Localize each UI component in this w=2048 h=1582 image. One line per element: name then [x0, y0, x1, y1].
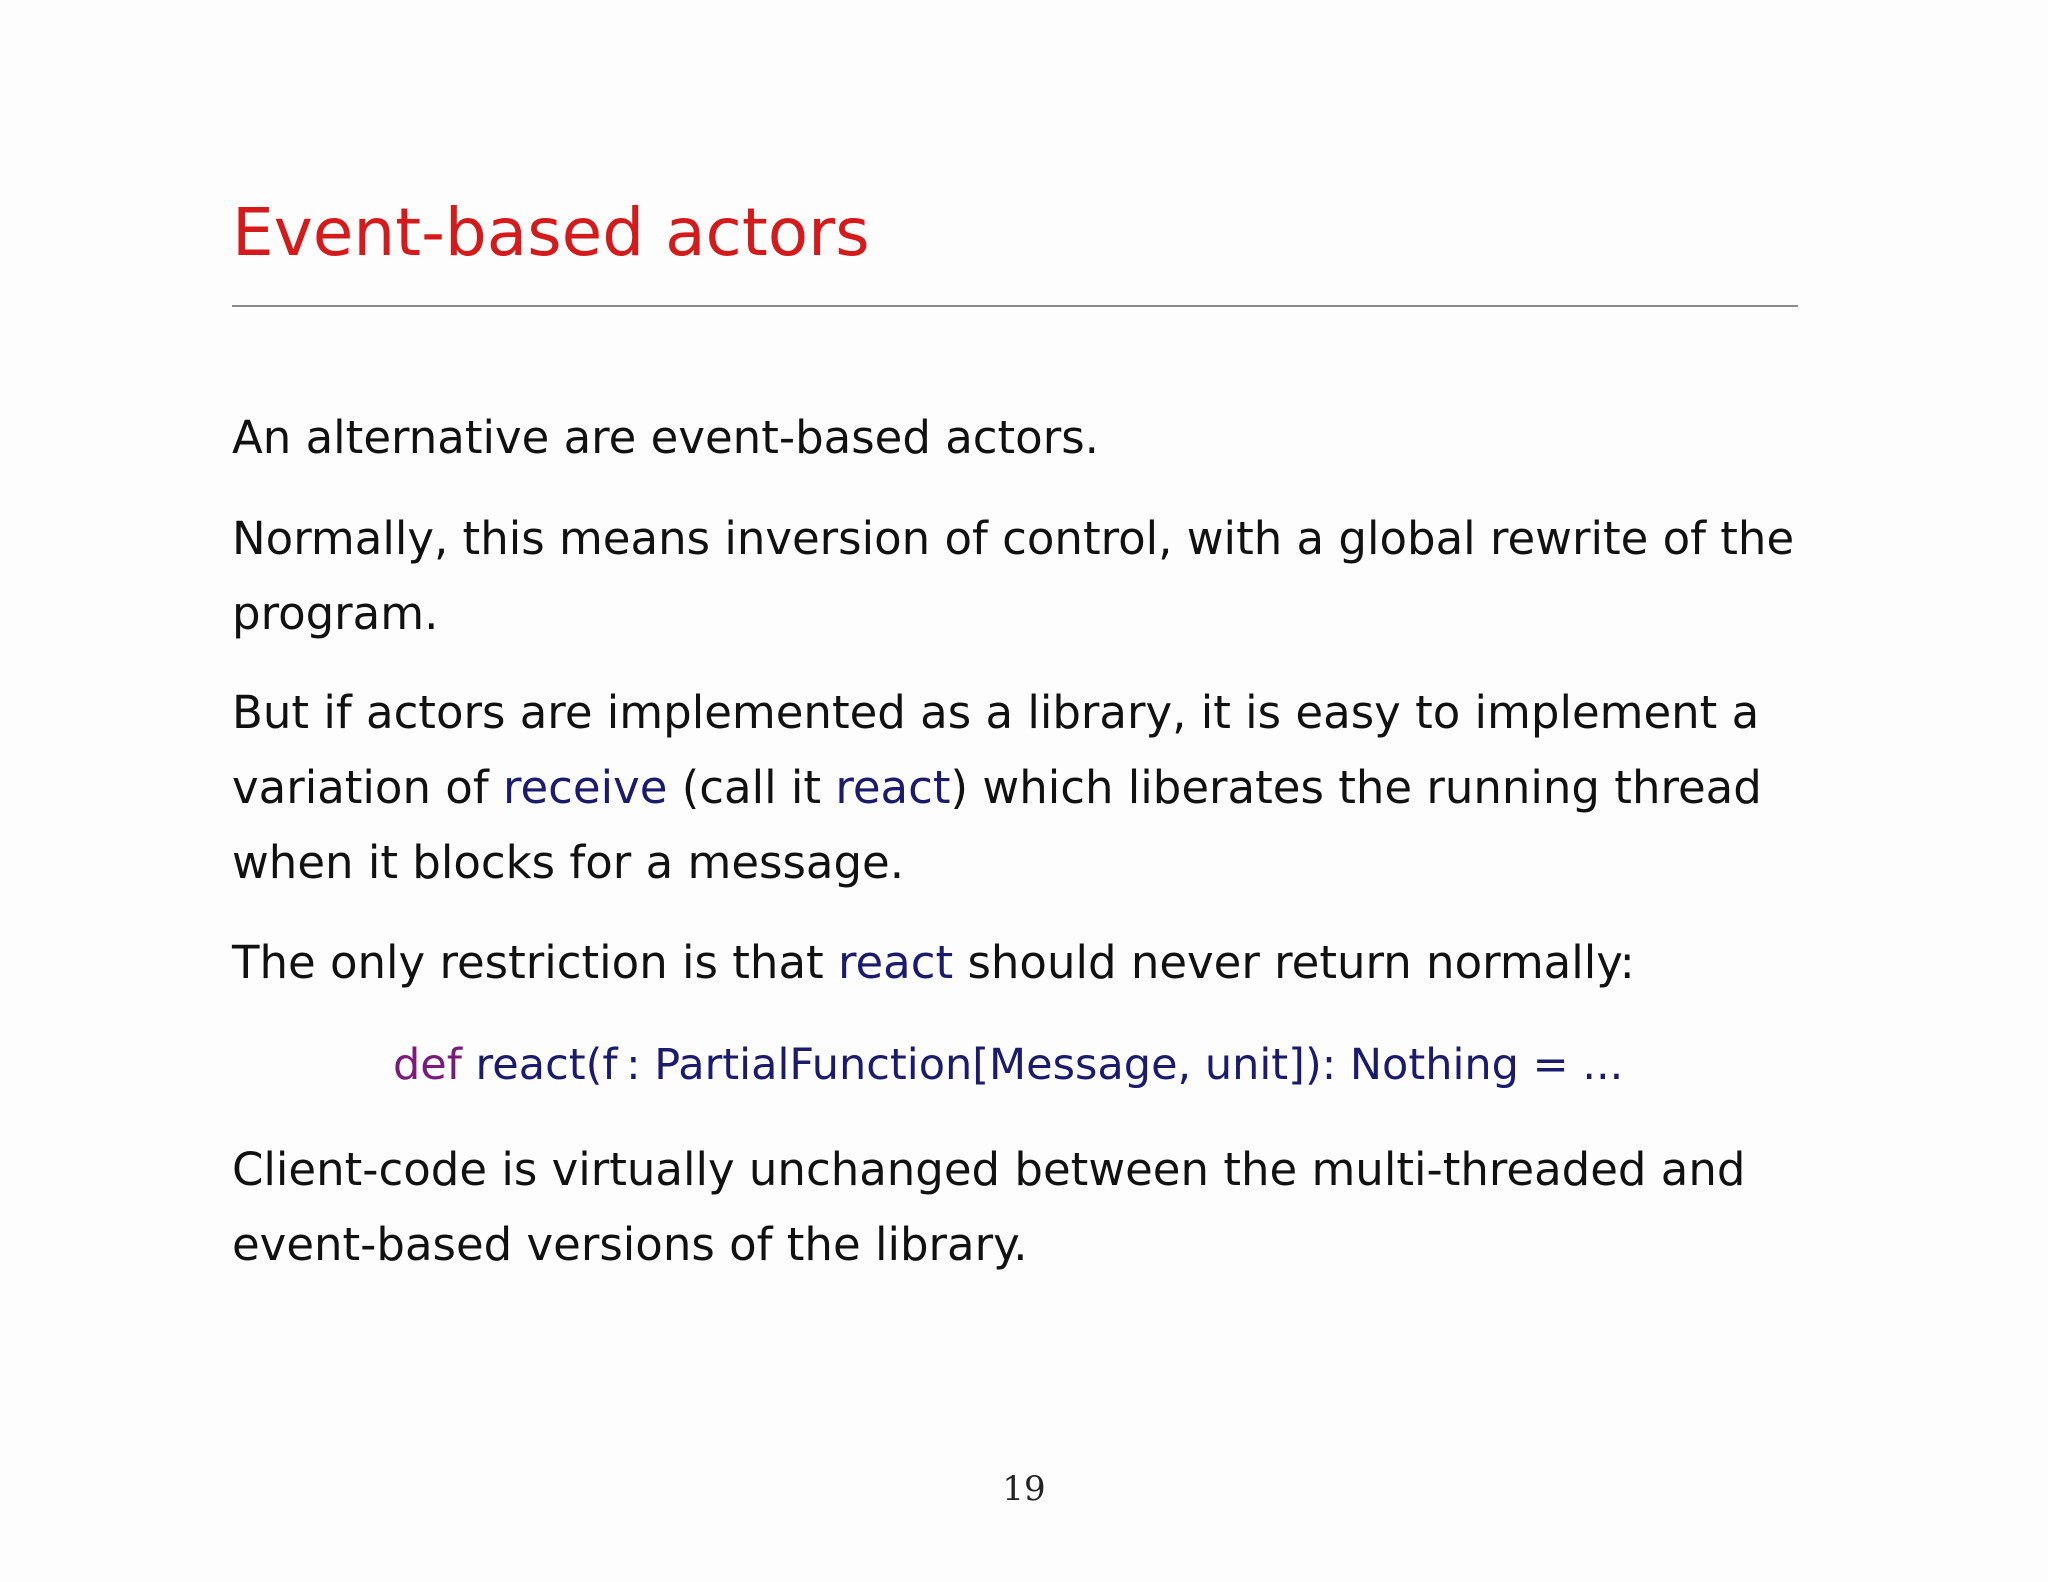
code-signature-text: react(f : PartialFunction[Message, unit]): Nothing = ...	[461, 1040, 1624, 1090]
paragraph-client-code-line-1: Client-code is virtually unchanged between the multi-threaded and	[232, 1143, 1746, 1196]
text-segment: should never return normally:	[953, 936, 1635, 989]
title-divider	[232, 305, 1798, 307]
paragraph-inversion-line-1: Normally, this means inversion of control, with a global rewrite of the	[232, 512, 1795, 565]
code-signature	[393, 1030, 1623, 1100]
paragraph-inversion-line-2: program.	[232, 587, 439, 640]
text-segment: The only restriction is that	[232, 936, 838, 989]
paragraph-library-line-2	[232, 750, 1812, 825]
paragraph-library-line-3: when it blocks for a message.	[232, 836, 905, 889]
code-keyword-def: def	[393, 1040, 462, 1090]
keyword-receive: receive	[502, 761, 668, 814]
text-segment: (call it	[667, 761, 836, 814]
slide-title: Event-based actors	[232, 194, 870, 271]
paragraph-restriction	[232, 925, 1812, 1000]
text-segment: variation of	[232, 761, 503, 814]
paragraph-library-line-1: But if actors are implemented as a library, it is easy to implement a	[232, 686, 1760, 739]
page-number: 19	[1002, 1469, 1046, 1509]
text-segment: ) which liberates the running thread	[950, 761, 1762, 814]
keyword-react: react	[837, 936, 954, 989]
paragraph-client-code-line-2: event-based versions of the library.	[232, 1218, 1028, 1271]
paragraph-alternative: An alternative are event-based actors.	[232, 411, 1099, 464]
keyword-react: react	[835, 761, 951, 814]
